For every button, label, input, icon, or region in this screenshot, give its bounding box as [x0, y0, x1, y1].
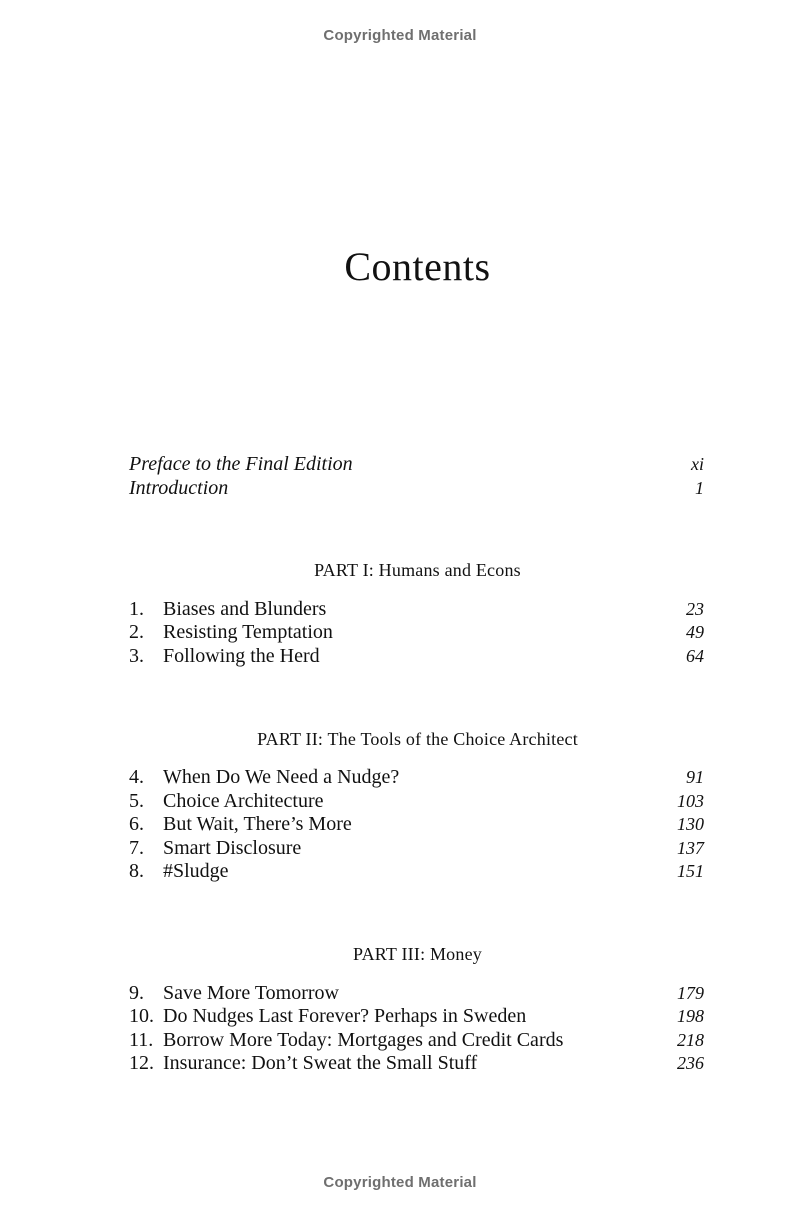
toc-entry-page: 1: [695, 478, 704, 498]
toc-chapter-row: [129, 981, 704, 1005]
chapter-page: 137: [677, 838, 704, 858]
part-heading-2: PART II: The Tools of the Choice Architect: [257, 729, 578, 749]
chapter-title: Do Nudges Last Forever? Perhaps in Sweden: [163, 1005, 527, 1027]
chapter-page: 236: [677, 1053, 704, 1073]
toc-chapter-row: [129, 644, 704, 668]
chapter-page: 91: [686, 767, 704, 787]
chapter-page: 130: [677, 814, 704, 834]
chapter-page: 49: [686, 622, 704, 642]
toc-chapter-row: [129, 597, 704, 621]
chapter-title: Save More Tomorrow: [163, 982, 339, 1004]
chapter-title: Borrow More Today: Mortgages and Credit Cards: [163, 1029, 564, 1051]
part-heading-3: PART III: Money: [353, 944, 482, 964]
chapter-number: 8.: [129, 860, 144, 882]
chapter-page: 64: [686, 646, 704, 666]
chapter-title: #Sludge: [163, 860, 229, 882]
toc-chapter-row: [129, 765, 704, 789]
chapter-page: 218: [677, 1030, 704, 1050]
chapter-page: 198: [677, 1006, 704, 1026]
chapter-number: 6.: [129, 813, 144, 835]
chapter-title: But Wait, There’s More: [163, 813, 352, 835]
toc-chapter-row: [129, 859, 704, 883]
toc-chapter-row: [129, 1051, 704, 1075]
toc-entry-introduction: [129, 476, 704, 500]
chapter-number: 12.: [129, 1052, 154, 1074]
toc-entry-title: Preface to the Final Edition: [129, 453, 353, 475]
chapter-number: 4.: [129, 766, 144, 788]
toc-entry-title: Introduction: [129, 477, 229, 499]
chapter-page: 23: [686, 599, 704, 619]
toc-chapter-row: [129, 812, 704, 836]
chapter-number: 9.: [129, 982, 144, 1004]
chapter-title: When Do We Need a Nudge?: [163, 766, 400, 788]
chapter-title: Insurance: Don’t Sweat the Small Stuff: [163, 1052, 478, 1074]
toc-chapter-row: [129, 836, 704, 860]
chapter-number: 11.: [129, 1029, 154, 1051]
chapter-page: 151: [677, 861, 704, 881]
copyright-watermark-bottom: Copyrighted Material: [323, 1174, 477, 1191]
toc-chapter-row: [129, 1028, 704, 1052]
toc-entry-preface: [129, 452, 704, 476]
chapter-title: Smart Disclosure: [163, 837, 302, 859]
chapter-title: Choice Architecture: [163, 790, 324, 812]
chapter-number: 10.: [129, 1005, 154, 1027]
chapter-number: 5.: [129, 790, 144, 812]
chapter-page: 103: [677, 791, 704, 811]
chapter-number: 1.: [129, 598, 144, 620]
part-heading-1: PART I: Humans and Econs: [314, 560, 521, 580]
page-title: Contents: [344, 244, 491, 289]
toc-chapter-row: [129, 620, 704, 644]
toc-entry-page: xi: [691, 454, 704, 474]
chapter-number: 2.: [129, 621, 144, 643]
copyright-watermark-top: Copyrighted Material: [323, 27, 477, 44]
chapter-page: 179: [677, 983, 704, 1003]
chapter-title: Biases and Blunders: [163, 598, 327, 620]
chapter-number: 3.: [129, 645, 144, 667]
chapter-title: Following the Herd: [163, 645, 320, 667]
chapter-number: 7.: [129, 837, 144, 859]
toc-chapter-row: [129, 789, 704, 813]
chapter-title: Resisting Temptation: [163, 621, 333, 643]
toc-chapter-row: [129, 1004, 704, 1028]
